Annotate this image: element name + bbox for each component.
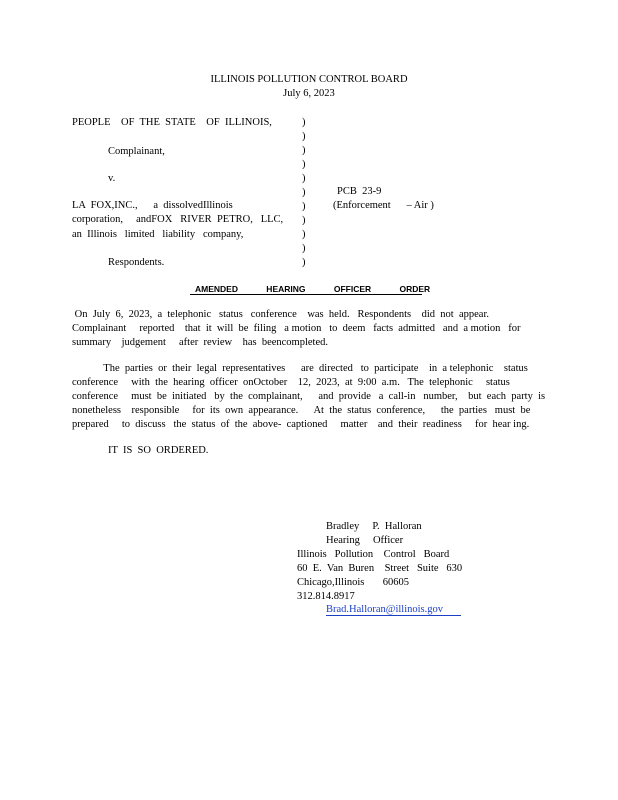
caption-paren-6: ) xyxy=(302,187,306,198)
caption-paren-7: ) xyxy=(302,201,306,212)
defendant-line-2: corporation, andFOX RIVER PETRO, LLC, xyxy=(72,214,284,225)
signer-organization: Illinois Pollution Control Board xyxy=(297,549,450,560)
paragraph-2-line-4: nonetheless responsible for its own appearance. At the status conference, the parties must be xyxy=(72,405,531,416)
respondents-label: Respondents. xyxy=(108,257,165,268)
signer-title: Hearing Officer xyxy=(326,535,404,546)
paragraph-2-line-5: prepared to discuss the status of the above- captioned matter and their readiness for hear ing. xyxy=(72,419,530,430)
defendant-line-3: an Illinois limited liability company, xyxy=(72,229,244,240)
paragraph-1-line-2: Complainant reported that it will be filing a motion to deem facts admitted and a motion for xyxy=(72,323,521,334)
versus-label: v. xyxy=(108,173,116,184)
agency-title: ILLINOIS POLLUTION CONTROL BOARD xyxy=(210,74,408,85)
paragraph-2-line-3: conference must be initiated by the complainant, and provide a call-in number, but each party is xyxy=(72,391,546,402)
caption-paren-5: ) xyxy=(302,173,306,184)
closing-statement: IT IS SO ORDERED. xyxy=(108,445,209,456)
caption-paren-1: ) xyxy=(302,117,306,128)
signer-city: Chicago,Illinois 60605 xyxy=(297,577,409,588)
signer-address: 60 E. Van Buren Street Suite 630 xyxy=(297,563,463,574)
case-type: (Enforcement – Air ) xyxy=(333,200,434,211)
order-title: AMENDED HEARING OFFICER ORDER xyxy=(195,284,431,294)
caption-paren-9: ) xyxy=(302,229,306,240)
order-title-underline xyxy=(190,294,422,295)
paragraph-2-line-2: conference with the hearing officer onOctober 12, 2023, at 9:00 a.m. The telephonic status xyxy=(72,377,510,388)
plaintiff-name: PEOPLE OF THE STATE OF ILLINOIS, xyxy=(72,117,272,128)
paragraph-1-line-3: summary judgement after review has beencompleted. xyxy=(72,337,328,348)
signer-phone: 312.814.8917 xyxy=(297,591,355,602)
defendant-line-1: LA FOX,INC., a dissolvedIllinois xyxy=(72,200,233,211)
case-number: PCB 23-9 xyxy=(337,186,382,197)
caption-paren-3: ) xyxy=(302,145,306,156)
paragraph-2-line-1: The parties or their legal representatives are directed to participate in a telephonic status xyxy=(72,363,528,374)
signer-name: Bradley P. Halloran xyxy=(326,521,422,532)
caption-paren-2: ) xyxy=(302,131,306,142)
caption-paren-4: ) xyxy=(302,159,306,170)
complainant-label: Complainant, xyxy=(108,146,165,157)
email-underline xyxy=(326,615,461,616)
header-date: July 6, 2023 xyxy=(283,88,335,99)
caption-paren-8: ) xyxy=(302,215,306,226)
caption-paren-10: ) xyxy=(302,243,306,254)
paragraph-1-line-1: On July 6, 2023, a telephonic status conference was held. Respondents did not appear. xyxy=(72,309,489,320)
caption-paren-11: ) xyxy=(302,257,306,268)
signer-email-link[interactable]: Brad.Halloran@illinois.gov xyxy=(326,604,443,615)
